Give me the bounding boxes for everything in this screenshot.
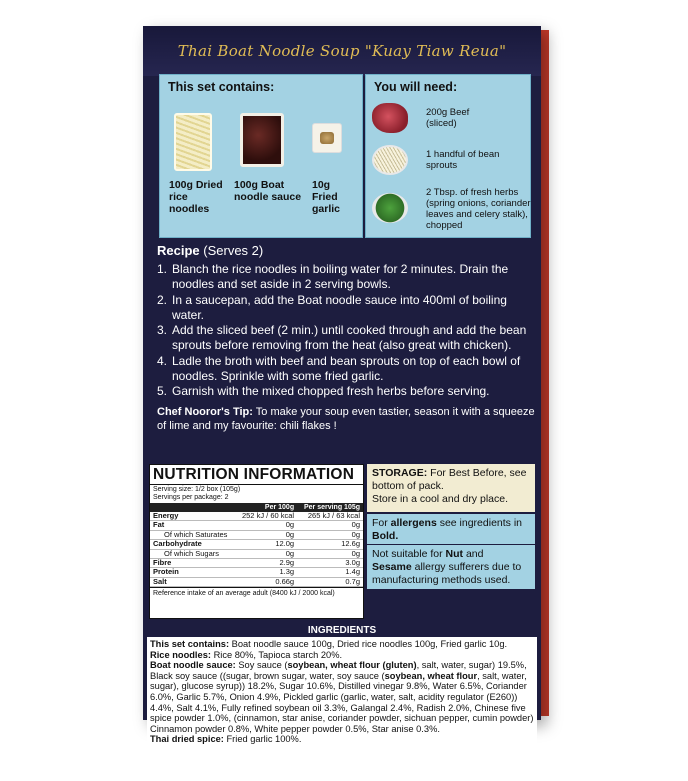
set-item	[169, 113, 223, 215]
nutrition-serving-info	[150, 485, 363, 503]
recipe-section	[157, 243, 537, 433]
need-item-label: 200g Beef (sliced)	[426, 107, 470, 129]
recipe-step: 5. Garnish with the mixed chopped fresh herbs before serving.	[157, 384, 490, 399]
recipe-step: 3. Add the sliced beef (2 min.) until cooked through and add the bean sprouts before removing from the heat (also great with chicken).	[157, 323, 527, 353]
nut-bold: Nut	[445, 548, 464, 560]
beef-icon	[372, 103, 408, 133]
title-bar	[143, 26, 541, 76]
bean-sprouts-icon	[372, 145, 408, 175]
chef-tip-label: Chef Nooror's Tip:	[157, 405, 253, 418]
garlic-pack-icon	[312, 123, 342, 153]
ingredients-heading: INGREDIENTS	[143, 624, 541, 637]
product-title: Thai Boat Noodle Soup "Kuay Tiaw Reua"	[177, 42, 507, 60]
nutrition-row: Fat 0g 0g	[150, 521, 363, 530]
serving-size: Serving size: 1/2 box (105g)	[153, 486, 241, 493]
set-item	[234, 113, 302, 203]
recipe-step: 4. Ladle the broth with beef and bean sprouts on top of each bowl of noodles. Sprinkle with some fried garlic.	[157, 353, 521, 384]
recipe-steps	[157, 262, 537, 400]
set-item-label: 10g Fried garlic	[312, 179, 341, 215]
sesame-bold: Sesame	[372, 561, 412, 573]
allergen-bold: allergens	[390, 517, 437, 529]
set-contents-panel	[159, 74, 363, 238]
set-item	[312, 113, 342, 215]
allergen-box: For allergens see ingredients in Bold.	[367, 514, 535, 544]
ingredients-text: This set contains: Boat noodle sauce 100g, Dried rice noodles 100g, Fried garlic 10g. Rice noodles: Rice 80%, Tapioca starch 20%. Boat noodle sauce: Soy sauce (soybean, wheat flour (gluten), salt, water, sugar) 19.5%, Black soy sauce ((sugar, brown sugar, water, soy sauce (soybean, wheat flour, salt, water, sugar), glucose syrup)) 18.2%, Sugar 10.6%, Distilled vinegar 9.8%, Water 6.5%, Coriander 6.0%, Garlic 5.7%, Onion 4.9%, Pickled garlic (garlic, water, salt, acidity regulator (E260)) 4.4%, Salt 4.1%, Fully refined soybean oil 3.3%, Galangal 2.4%, Radish 2.0%, Chinese five spice powder 1.0%, (cinnamon, star anise, coriander powder, sichuan pepper, cumin powder) Cinnamon powder 0.8%, White pepper powder 0.5%, Star anise 0.3%. Thai dried spice: Fried garlic 100%.	[147, 637, 537, 745]
storage-label: STORAGE:	[372, 467, 428, 479]
chef-tip	[157, 405, 537, 433]
nutrition-row: Of which Saturates 0g 0g	[150, 530, 363, 539]
nutrition-table	[150, 503, 363, 587]
allergen-bold: Bold.	[372, 530, 399, 542]
noodle-pack-icon	[174, 113, 212, 171]
chef-tip-text: To make your soup even tastier, season it with a squeeze of lime and my favourite: chili flakes !	[157, 405, 535, 432]
recipe-title: Recipe	[157, 243, 200, 258]
nutrition-title: NUTRITION INFORMATION	[150, 465, 363, 485]
recipe-step: 2. In a saucepan, add the Boat noodle sauce into 400ml of boiling water.	[157, 292, 507, 322]
nutrition-row: Fibre 2.9g 3.0g	[150, 559, 363, 568]
recipe-step: 1. Blanch the rice noodles in boiling water for 2 minutes. Drain the noodles and set aside in 2 serving bowls.	[157, 262, 509, 292]
product-box-back	[143, 26, 541, 745]
set-item-label: 100g Boat noodle sauce	[234, 179, 302, 203]
set-contents-heading: This set contains:	[168, 80, 275, 94]
reference-intake: Reference intake of an average adult (8400 kJ / 2000 kcal)	[150, 587, 363, 599]
nutrition-row: Protein 1.3g 1.4g	[150, 568, 363, 577]
storage-text: For Best Before, see bottom of pack.	[372, 467, 527, 492]
need-item-label: 2 Tbsp. of fresh herbs (spring onions, coriander leaves and celery stalk), chopped	[426, 187, 531, 231]
nutrition-row: Of which Sugars 0g 0g	[150, 549, 363, 558]
storage-box	[367, 464, 535, 512]
per-serving-header: Per serving 105g	[297, 503, 363, 512]
you-will-need-panel	[365, 74, 531, 238]
need-item-label: 1 handful of bean sprouts	[426, 149, 500, 171]
storage-text: Store in a cool and dry place.	[372, 493, 508, 505]
recipe-serves: (Serves 2)	[203, 243, 264, 258]
nutrition-panel	[149, 464, 364, 619]
herbs-icon	[372, 193, 408, 223]
box-side-edge	[541, 30, 549, 716]
nutrition-row: Energy 252 kJ / 60 kcal 265 kJ / 63 kcal	[150, 512, 363, 521]
nut-warning-box: Not suitable for Nut and Sesame allergy sufferers due to manufacturing methods used.	[367, 545, 535, 589]
recipe-heading	[157, 243, 537, 259]
sauce-pack-icon	[240, 113, 284, 167]
nutrition-row: Salt 0.66g 0.7g	[150, 577, 363, 586]
nutrition-row: Carbohydrate 12.0g 12.6g	[150, 540, 363, 549]
per-100g-header: Per 100g	[235, 503, 297, 512]
set-item-label: 100g Dried rice noodles	[169, 179, 223, 215]
you-will-need-heading: You will need:	[374, 80, 458, 94]
servings-per-package: Servings per package: 2	[153, 494, 229, 501]
